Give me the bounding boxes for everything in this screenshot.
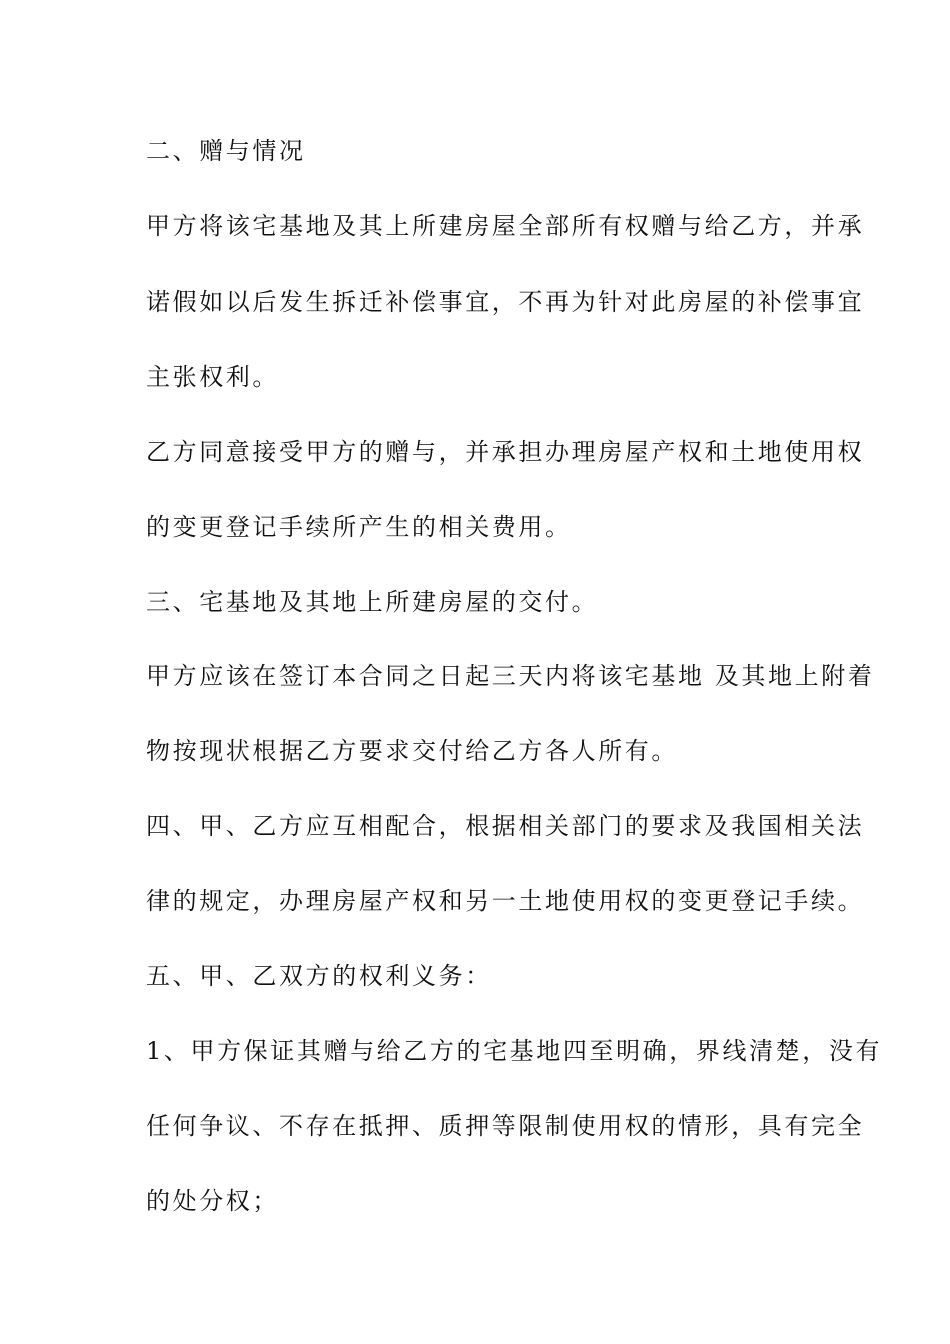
- paragraph-line: 诺假如以后发生拆迁补偿事宜，不再为针对此房屋的补偿事宜: [146, 288, 865, 316]
- list-item-line: 1、甲方保证其赠与给乙方的宅基地四至明确，界线清楚，没有: [146, 1037, 883, 1065]
- paragraph-line: 的变更登记手续所产生的相关费用。: [146, 513, 572, 541]
- paragraph-line: 主张权利。: [146, 363, 279, 391]
- section-heading-delivery: 三、宅基地及其地上所建房屋的交付。: [146, 588, 599, 616]
- paragraph-line: 物按现状根据乙方要求交付给乙方各人所有。: [146, 737, 678, 765]
- section-heading-rights-obligations: 五、甲、乙双方的权利义务：: [146, 962, 492, 990]
- section-heading-gift-situation: 二、赠与情况: [146, 137, 306, 165]
- paragraph-line: 甲方应该在签订本合同之日起三天内将该宅基地 及其地上附着: [146, 662, 875, 690]
- paragraph-line: 甲方将该宅基地及其上所建房屋全部所有权赠与给乙方，并承: [146, 212, 865, 240]
- list-item-line: 任何争议、不存在抵押、质押等限制使用权的情形，具有完全: [146, 1112, 865, 1140]
- list-item-line: 的处分权；: [146, 1187, 279, 1215]
- paragraph-line: 乙方同意接受甲方的赠与，并承担办理房屋产权和土地使用权: [146, 438, 865, 466]
- section-heading-cooperation: 四、甲、乙方应互相配合，根据相关部门的要求及我国相关法: [146, 812, 865, 840]
- paragraph-line: 律的规定，办理房屋产权和另一土地使用权的变更登记手续。: [146, 887, 865, 915]
